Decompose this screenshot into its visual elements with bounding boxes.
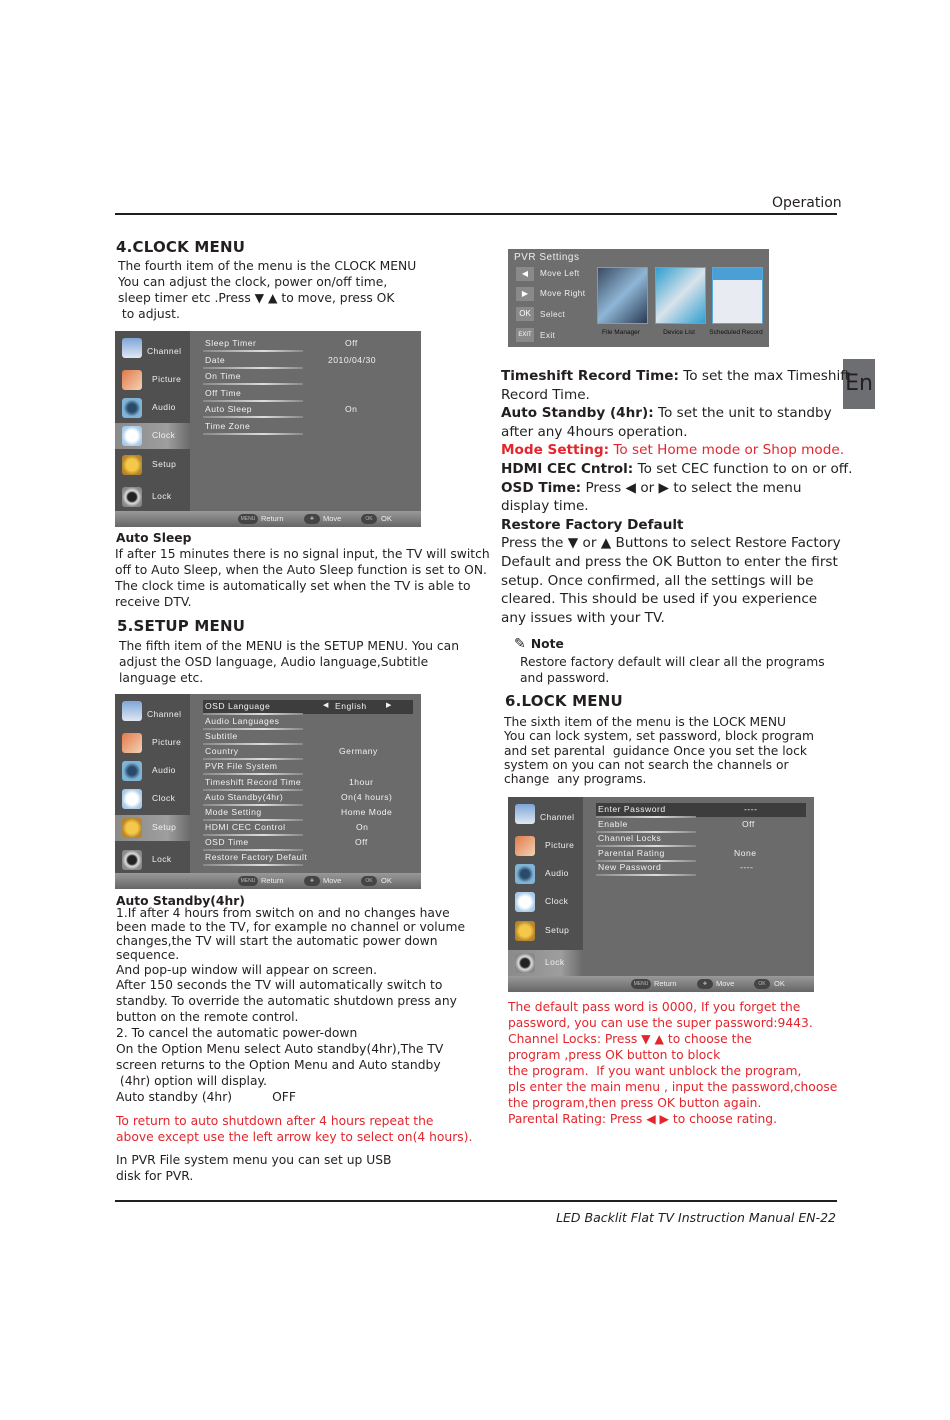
menu-key-icon[interactable]: MENU — [238, 876, 258, 886]
menu-row[interactable] — [203, 836, 413, 850]
menu-key-icon[interactable]: MENU — [631, 979, 651, 989]
menu-row-label: Time Zone — [205, 420, 251, 431]
description-cont: display time. — [501, 498, 589, 515]
ok-key-icon[interactable]: OK — [361, 876, 377, 886]
pvr-key-label: Move Right — [540, 289, 586, 298]
text-line: cleared. This should be used if you experience — [501, 591, 818, 608]
sidebar-item-lock[interactable] — [115, 484, 190, 510]
menu-row-value: On — [356, 821, 369, 832]
move-key-icon[interactable]: ✚ — [304, 514, 320, 524]
menu-row-label: PVR File System — [205, 761, 278, 772]
text-line: sleep timer etc .Press ▼ ▲ to move, press OK — [118, 291, 395, 305]
channel-icon — [122, 701, 142, 721]
text-line: 1.If after 4 hours from switch on and no changes have — [116, 906, 450, 920]
audio-icon — [515, 864, 535, 884]
menu-row-value: Germany — [339, 746, 378, 757]
menu-row[interactable] — [203, 387, 413, 401]
menu-row-value: Off — [355, 836, 368, 847]
menu-row-value: English — [335, 701, 367, 711]
menu-row-label: Audio Languages — [205, 716, 280, 727]
move-left-key-icon: ◀ — [516, 267, 534, 281]
audio-icon — [122, 761, 142, 781]
menu-row-value: Off — [345, 338, 358, 348]
text-line: Restore factory default will clear all the programs — [520, 655, 825, 669]
sidebar-item-label: Channel — [147, 709, 182, 719]
return-label: Return — [261, 514, 284, 523]
restore-heading: Restore Factory Default — [501, 516, 684, 533]
sidebar-item-label: Audio — [545, 868, 569, 878]
menu-row[interactable] — [596, 861, 806, 875]
text-line: changes,the TV will start the automatic power down — [116, 934, 438, 948]
sidebar-item-label: Audio — [152, 765, 176, 775]
description-term: Timeshift Record Time: — [501, 368, 679, 384]
text-line: Parental Rating: Press ◀ ▶ to choose rating. — [508, 1112, 777, 1126]
row-divider — [596, 874, 696, 876]
move-label: Move — [323, 876, 342, 885]
clock-icon — [515, 892, 535, 912]
sidebar-item-audio[interactable] — [115, 395, 190, 421]
sidebar-item-lock[interactable] — [115, 847, 190, 873]
text-line: The clock time is automatically set when the TV is able to — [115, 579, 471, 593]
header-rule — [115, 213, 837, 215]
pvr-key-label: Select — [540, 310, 566, 319]
move-key-icon[interactable]: ✚ — [697, 979, 713, 989]
row-divider — [203, 400, 303, 402]
setup-menu-screen — [115, 694, 421, 889]
menu-row-label: Off Time — [205, 387, 242, 398]
move-key-icon[interactable]: ✚ — [304, 876, 320, 886]
row-divider — [203, 864, 303, 866]
ok-key-icon[interactable]: OK — [361, 514, 377, 524]
page-footer — [556, 1210, 836, 1225]
arrow-right-icon[interactable]: ▶ — [386, 702, 392, 709]
menu-row[interactable] — [203, 354, 413, 368]
setup-title: 5.SETUP MENU — [117, 617, 246, 635]
sidebar-item-audio[interactable] — [115, 758, 190, 784]
sidebar-item-channel[interactable] — [115, 335, 190, 361]
menu-row-label: HDMI CEC Control — [205, 821, 286, 832]
sidebar-item-lock[interactable] — [508, 950, 583, 976]
text-line: disk for PVR. — [116, 1169, 194, 1183]
ok-label: OK — [381, 876, 392, 885]
menu-row-value: None — [734, 847, 757, 858]
audio-icon — [122, 398, 142, 418]
text-line: the program. If you want unblock the program, — [508, 1064, 802, 1078]
menu-row[interactable] — [203, 851, 413, 865]
menu-row-label: Channel Locks — [598, 833, 662, 843]
menu-row-label: Auto Sleep — [205, 404, 253, 414]
text-line: The default pass word is 0000, If you forget the — [508, 1000, 801, 1014]
setting-descriptions — [501, 367, 853, 627]
description — [501, 460, 853, 479]
menu-sidebar — [508, 797, 583, 976]
clock-intro — [118, 258, 416, 322]
text-line: Default and press the OK Button to enter the first — [501, 553, 838, 570]
tile-label: Device List — [663, 329, 695, 336]
row-divider — [203, 350, 303, 352]
menu-row[interactable] — [203, 791, 413, 805]
menu-row[interactable] — [203, 370, 413, 384]
auto-standby-heading: Auto Standby(4hr) — [116, 894, 245, 908]
menu-row[interactable] — [203, 337, 413, 351]
text-line: been made to the TV, for example no channel or volume — [116, 920, 466, 934]
ok-label: OK — [381, 514, 392, 523]
clock-icon — [122, 426, 142, 446]
pvr-key-label: Move Left — [540, 269, 580, 278]
menu-row[interactable] — [203, 420, 413, 434]
setup-icon — [122, 455, 142, 475]
description-cont: after any 4hours operation. — [501, 423, 688, 440]
sidebar-item-picture[interactable] — [115, 367, 190, 393]
menu-row[interactable] — [596, 847, 806, 861]
description-term: HDMI CEC Cntrol: — [501, 460, 634, 477]
menu-row-value: On — [345, 404, 358, 414]
move-label: Move — [323, 514, 342, 523]
return-label: Return — [261, 876, 284, 885]
menu-row-value: Off — [742, 818, 755, 829]
return-label: Return — [654, 979, 677, 988]
text-line: standby. To override the automatic shutdown press any — [116, 994, 457, 1008]
text-line: screen returns to the Option Menu and Auto standby — [116, 1058, 441, 1072]
arrow-left-icon[interactable]: ◀ — [323, 702, 329, 709]
menu-row[interactable] — [203, 730, 413, 744]
row-divider — [203, 383, 303, 385]
menu-row[interactable] — [203, 821, 413, 835]
device-list-icon[interactable] — [655, 267, 706, 324]
text-line: button on the remote control. — [116, 1010, 299, 1024]
move-label: Move — [716, 979, 735, 988]
menu-row[interactable] — [203, 715, 413, 729]
exit-key-icon: EXIT — [516, 328, 534, 342]
menu-row-label: Subtitle — [205, 731, 238, 742]
tile-label: Scheduled Record — [709, 329, 763, 336]
menu-sidebar — [115, 331, 190, 511]
menu-row-value: On(4 hours) — [341, 791, 393, 802]
picture-icon — [122, 370, 142, 390]
menu-row[interactable] — [203, 700, 413, 714]
sidebar-item-clock[interactable] — [508, 889, 583, 915]
pvr-file-note — [116, 1152, 391, 1184]
sidebar-item-label: Audio — [152, 402, 176, 412]
description — [501, 441, 853, 460]
text-line: The sixth item of the menu is the LOCK MENU — [504, 715, 787, 729]
sidebar-item-setup[interactable] — [508, 918, 583, 944]
menu-row-label: OSD Time — [205, 836, 249, 847]
text-line: And pop-up window will appear on screen. — [116, 963, 378, 977]
move-right-key-icon: ▶ — [516, 287, 534, 301]
menu-row-label: On Time — [205, 371, 241, 381]
lock-icon — [122, 487, 142, 507]
sidebar-item-label: Clock — [152, 793, 176, 803]
menu-row[interactable] — [596, 818, 806, 832]
menu-row-label: Parental Rating — [598, 847, 665, 858]
sidebar-item-label: Setup — [152, 822, 177, 832]
sidebar-item-clock[interactable] — [115, 423, 190, 449]
setup-intro — [119, 638, 459, 686]
text-line: and set parental guidance Once you set the lock — [504, 743, 808, 758]
menu-row-label: Enable — [598, 818, 628, 829]
description-text: To set Home mode or Shop mode. — [609, 442, 845, 459]
sidebar-item-clock[interactable] — [115, 786, 190, 812]
text-line: You can lock system, set password, block program — [504, 729, 815, 744]
note-box — [514, 633, 564, 652]
text-line: above except use the left arrow key to select on(4 hours). — [116, 1130, 473, 1144]
channel-icon — [515, 804, 535, 824]
menu-row-label: Enter Password — [598, 804, 666, 814]
row-divider — [203, 416, 303, 418]
clock-icon — [122, 789, 142, 809]
text-line: adjust the OSD language, Audio language,Subtitle — [119, 655, 429, 669]
menu-footer-bar — [508, 976, 814, 992]
menu-row-value: 2010/04/30 — [328, 354, 377, 365]
text-line: After 150 seconds the TV will automatically switch to — [116, 978, 443, 992]
menu-row-label: New Password — [598, 862, 662, 872]
clock-menu-screen — [115, 331, 421, 527]
menu-sidebar — [115, 694, 190, 873]
sidebar-item-label: Picture — [545, 840, 575, 850]
description-text: Press ◀ or ▶ to select the menu — [581, 479, 802, 496]
sidebar-item-label: Lock — [152, 491, 172, 501]
sidebar-item-label: Lock — [545, 957, 565, 967]
description-text: To set the unit to standby — [653, 405, 832, 422]
menu-row-label: Date — [205, 354, 226, 365]
menu-row-label: OSD Language — [205, 701, 271, 711]
ok-key-icon: OK — [516, 307, 534, 321]
text-line: The fourth item of the menu is the CLOCK MENU — [118, 259, 417, 273]
description-term: OSD Time: — [501, 479, 582, 496]
description-cont: Record Time. — [501, 386, 590, 403]
menu-row-label: Restore Factory Default — [205, 852, 308, 862]
text-line: 2. To cancel the automatic power-down — [116, 1026, 358, 1040]
page-number: EN-22 — [798, 1210, 836, 1225]
text-line: The fifth item of the MENU is the SETUP MENU. You can — [119, 639, 460, 653]
lock-icon — [515, 953, 535, 973]
menu-row[interactable] — [203, 403, 413, 417]
menu-row-label: Mode Setting — [205, 806, 262, 817]
menu-row-label: Timeshift Record Time — [205, 776, 302, 787]
menu-row[interactable] — [596, 803, 806, 817]
sidebar-item-label: Picture — [152, 374, 182, 384]
auto-standby-text — [116, 906, 465, 977]
description-term: Auto Standby (4hr): — [501, 405, 654, 422]
text-line: On the Option Menu select Auto standby(4hr),The TV — [116, 1042, 444, 1056]
sidebar-item-setup[interactable] — [115, 815, 190, 841]
text-line: To return to auto shutdown after 4 hours repeat the — [116, 1114, 434, 1128]
standby-off-value: OFF — [272, 1090, 296, 1104]
description-text: To set the max Timeshift — [678, 368, 851, 384]
menu-row[interactable] — [203, 776, 413, 790]
row-divider — [203, 367, 303, 369]
sidebar-item-label: Setup — [152, 459, 177, 469]
channel-icon — [122, 338, 142, 358]
menu-row-value: ---- — [740, 862, 754, 872]
pvr-key-label: Exit — [540, 331, 556, 340]
text-line: and password. — [520, 671, 610, 685]
text-line: Channel Locks: Press ▼ ▲ to choose the — [508, 1032, 752, 1046]
lock-intro — [504, 715, 814, 786]
menu-row-label: Auto Standby(4hr) — [205, 791, 284, 802]
text-line: setup. Once confirmed, all the settings will be — [501, 572, 814, 589]
footer-rule — [115, 1200, 837, 1202]
setup-icon — [122, 818, 142, 838]
language-tab: En — [843, 359, 875, 409]
pvr-settings-screen — [508, 249, 769, 347]
note-text — [520, 654, 825, 686]
description — [501, 479, 853, 498]
sidebar-item-channel[interactable] — [115, 698, 190, 724]
sidebar-item-audio[interactable] — [508, 861, 583, 887]
menu-key-icon[interactable]: MENU — [238, 514, 258, 524]
tile-label: File Manager — [602, 329, 640, 336]
menu-row-label: Country — [205, 746, 239, 757]
section-header: Operation — [772, 195, 842, 211]
setup-icon — [515, 921, 535, 941]
auto-sleep-text — [115, 546, 490, 610]
file-manager-icon[interactable] — [597, 267, 648, 324]
standby-off-line — [116, 1089, 457, 1105]
menu-row[interactable] — [596, 832, 806, 846]
sidebar-item-label: Clock — [545, 896, 569, 906]
description — [501, 404, 853, 423]
menu-row-value: ---- — [744, 804, 758, 814]
text-line: to adjust. — [118, 307, 180, 321]
sidebar-item-label: Lock — [152, 854, 172, 864]
sidebar-item-label: Channel — [540, 812, 575, 822]
text-line: off to Auto Sleep, when the Auto Sleep function is set to ON. — [115, 563, 487, 577]
text-line: receive DTV. — [115, 595, 192, 609]
standby-red-note — [116, 1113, 472, 1145]
text-line: the program,then press OK button again. — [508, 1096, 762, 1110]
text-line: (4hr) option will display. — [116, 1074, 267, 1088]
description-term: Mode Setting: — [501, 442, 610, 459]
text-line: password, you can use the super password:9443. — [508, 1016, 813, 1030]
text-line: Press the ▼ or ▲ Buttons to select Restore Factory — [501, 535, 841, 552]
sidebar-item-channel[interactable] — [508, 801, 583, 827]
menu-row[interactable] — [203, 745, 413, 759]
lock-icon — [122, 850, 142, 870]
scheduled-record-icon[interactable] — [712, 267, 763, 324]
text-line: pls enter the main menu , input the password,choose — [508, 1080, 838, 1094]
text-line: sequence. — [116, 948, 180, 962]
sidebar-item-picture[interactable] — [115, 730, 190, 756]
sidebar-item-picture[interactable] — [508, 833, 583, 859]
text-line: system on you can not search the channels or — [504, 757, 789, 772]
sidebar-item-label: Setup — [545, 925, 570, 935]
menu-row-label: Sleep Timer — [205, 338, 257, 348]
text-line: any issues with your TV. — [501, 609, 665, 626]
auto-standby-text-2 — [116, 977, 457, 1105]
sidebar-item-label: Clock — [152, 430, 176, 440]
text-line: In PVR File system menu you can set up USB — [116, 1153, 392, 1167]
menu-row-value: 1hour — [349, 776, 374, 787]
clock-title: 4.CLOCK MENU — [116, 238, 246, 256]
menu-footer-bar — [115, 511, 421, 527]
auto-sleep-heading: Auto Sleep — [116, 531, 192, 545]
text-line: You can adjust the clock, power on/off time, — [118, 275, 388, 289]
menu-row[interactable] — [203, 806, 413, 820]
ok-label: OK — [774, 979, 785, 988]
standby-off-label: Auto standby (4hr) — [116, 1090, 233, 1104]
text-line: language etc. — [119, 671, 204, 685]
menu-footer-bar — [115, 873, 421, 889]
note-label: Note — [530, 637, 564, 651]
ok-key-icon[interactable]: OK — [754, 979, 770, 989]
picture-icon — [515, 836, 535, 856]
manual-title: LED Backlit Flat TV Instruction Manual — [556, 1210, 795, 1225]
menu-row[interactable] — [203, 760, 413, 774]
menu-row-value: Home Mode — [341, 806, 393, 817]
pencil-icon: ✎ — [514, 636, 526, 652]
sidebar-item-label: Picture — [152, 737, 182, 747]
description-text: To set CEC function to on or off. — [633, 460, 853, 477]
text-line: change any programs. — [504, 772, 647, 787]
picture-icon — [122, 733, 142, 753]
row-divider — [203, 433, 303, 435]
text-line: If after 15 minutes there is no signal input, the TV will switch — [115, 547, 490, 561]
description — [501, 367, 853, 386]
pvr-title: PVR Settings — [514, 252, 580, 263]
lock-title: 6.LOCK MENU — [505, 692, 623, 710]
sidebar-item-label: Channel — [147, 346, 182, 356]
sidebar-item-setup[interactable] — [115, 452, 190, 478]
text-line: program ,press OK button to block — [508, 1048, 721, 1062]
lock-red-text — [508, 999, 837, 1127]
lock-menu-screen — [508, 797, 814, 992]
